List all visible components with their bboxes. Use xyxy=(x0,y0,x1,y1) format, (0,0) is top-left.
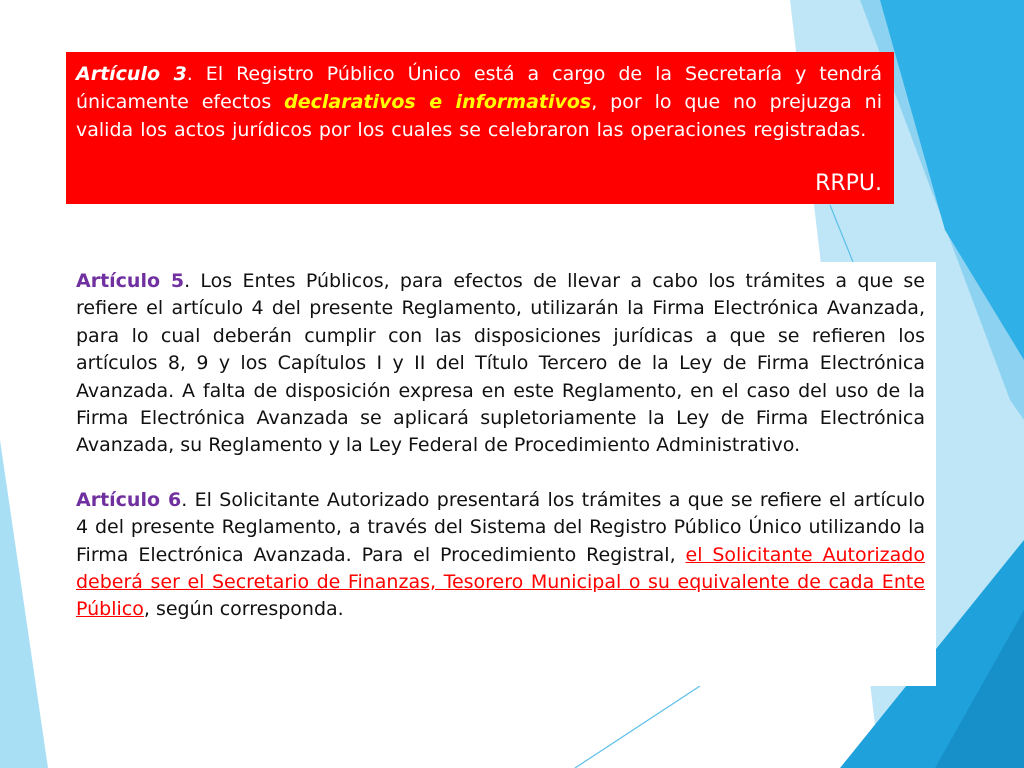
article-3-text-after: , por lo que no prejuzga ni valida los actos jurídicos por los cuales se celebraron las operaciones registradas. xyxy=(76,91,882,141)
article-3-label: Artículo 3 xyxy=(76,63,187,85)
article-5-body: . Los Entes Públicos, para efectos de llevar a cabo los trámites a que se refiere el artículo 4 del presente Reglamento, utilizarán la Firma Electrónica Avanzada, para lo cual deberán cumplir con las disposiciones jurídicas a que se refieren los artículos 8, 9 y los Capítulos I y II del Título Tercero de la Ley de Firma Electrónica Avanzada. A falta de disposición expresa en este Reglamento, en el caso del uso de la Firma Electrónica Avanzada se aplicará supletoriamente la Ley de Firma Electrónica Avanzada, su Reglamento y la Ley Federal de Procedimiento Administrativo. xyxy=(76,270,925,457)
article-5-label: Artículo 5 xyxy=(76,270,185,292)
article-3-box xyxy=(66,52,894,204)
article-6-text-before: . El Solicitante Autorizado presentará los trámites a que se refiere el artículo 4 del presente Reglamento, a través del Sistema del Registro Público Único utilizando la Firma Electrónica Avanzada. Para el Procedimiento Registral, xyxy=(76,488,925,566)
article-5-paragraph xyxy=(76,268,925,460)
article-3-highlight: declarativos e informativos xyxy=(284,91,592,113)
thin-line-bottom xyxy=(575,686,700,768)
article-6-text-after: , según corresponda. xyxy=(143,598,344,621)
article-3-signature: RRPU. xyxy=(815,171,882,196)
article-3-paragraph xyxy=(76,60,882,144)
article-6-paragraph xyxy=(76,487,925,624)
articles-box xyxy=(66,262,936,686)
left-bottom-facet xyxy=(0,440,48,768)
article-6-label: Artículo 6 xyxy=(76,488,182,511)
article-3-text-before: . El Registro Público Único está a cargo de la Secretaría y tendrá únicamente efectos xyxy=(76,63,882,113)
article-6-underlined: el Solicitante Autorizado deberá ser el Secretario de Finanzas, Tesorero Municipal o su equivalente de cada Ente Público xyxy=(76,543,925,621)
